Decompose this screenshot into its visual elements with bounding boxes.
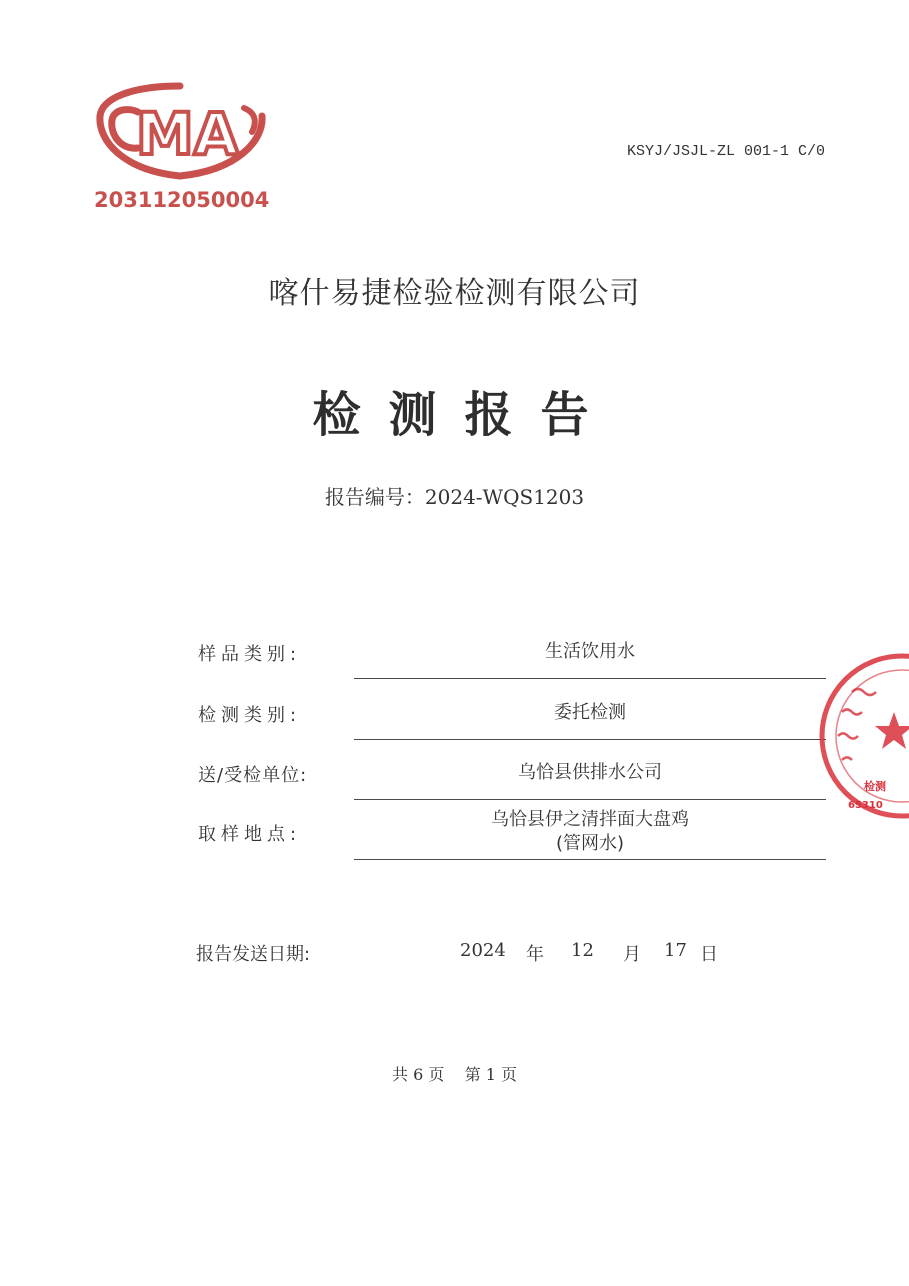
field-underline (354, 739, 826, 740)
send-date-month-unit: 月 (623, 944, 641, 965)
field-value-client-unit: 乌恰县供排水公司 (518, 762, 662, 783)
sampling-location-line2: (管网水) (555, 833, 625, 854)
send-date-year: 2024 (460, 940, 506, 961)
seal-star-icon (812, 652, 909, 822)
sampling-location-line1: 乌恰县伊之清拌面大盘鸡 (491, 809, 689, 830)
company-name: 喀什易捷检验检测有限公司 (268, 276, 641, 311)
field-value-test-category: 委托检测 (554, 702, 626, 723)
send-date-day: 17 (664, 940, 687, 961)
inspection-seal (812, 652, 909, 822)
page-counter: 共 6 页 第 1 页 (392, 1065, 518, 1084)
field-label-sample-category: 样品类别: (198, 644, 302, 665)
send-date-day-unit: 日 (700, 944, 718, 965)
field-label-sampling-location: 取样地点: (198, 824, 302, 845)
field-value-sample-category: 生活饮用水 (545, 641, 635, 662)
send-date-month: 12 (571, 940, 594, 961)
report-number (0, 481, 909, 510)
cma-number: 203112050004 (94, 188, 270, 212)
document-code: KSYJ/JSJL-ZL 001-1 C/0 (626, 143, 825, 160)
report-number-value: 2024-WQS1203 (424, 485, 585, 509)
field-underline (354, 859, 826, 860)
field-underline (354, 678, 826, 679)
field-label-test-category: 检测类别: (198, 705, 302, 726)
send-date-year-unit: 年 (526, 944, 544, 965)
field-label-client-unit: 送/受检单位: (198, 765, 308, 786)
seal-text: 检测 (864, 780, 886, 793)
send-date-label: 报告发送日期: (196, 944, 311, 965)
field-underline (354, 799, 826, 800)
report-number-label: 报告编号： (324, 485, 425, 509)
field-value-sampling-location (355, 808, 825, 856)
seal-number: 65310 (848, 800, 883, 811)
report-title: 检测报告 (312, 387, 617, 443)
cma-letters: MA (136, 100, 239, 168)
